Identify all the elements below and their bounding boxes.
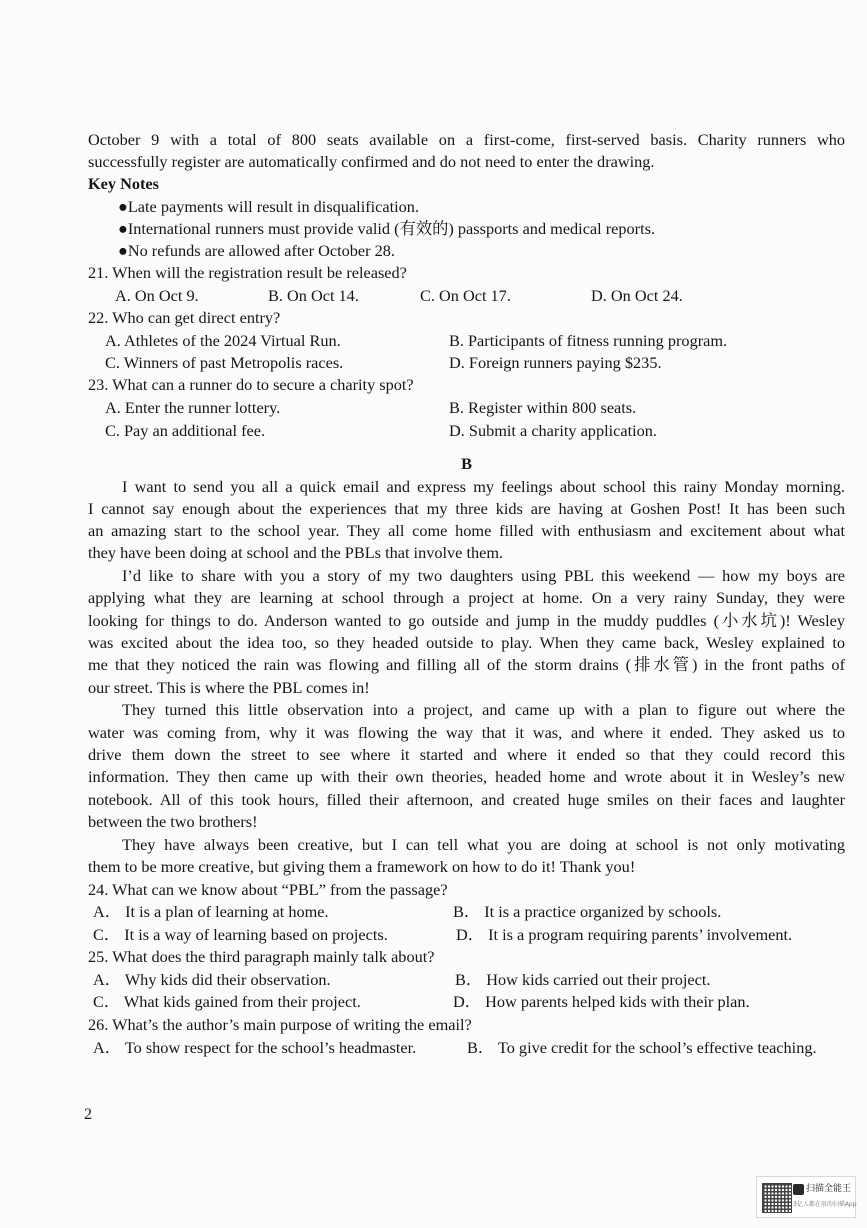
scanner-stamp bbox=[756, 1176, 856, 1218]
option-23d[interactable]: D. Submit a charity application. bbox=[449, 421, 657, 440]
passage-line: was excited about the idea too, so they headed outside to play. When they came back, Wesley explained to bbox=[88, 633, 845, 652]
passage-line: looking for things to do. Anderson wanted to go outside and jump in the muddy puddles (小水坑)! Wesley bbox=[88, 611, 845, 630]
key-note-item: ●No refunds are allowed after October 28. bbox=[118, 241, 396, 260]
option-26b[interactable]: B． To give credit for the school’s effective teaching. bbox=[467, 1038, 817, 1057]
option-25c[interactable]: C． What kids gained from their project. bbox=[93, 992, 361, 1011]
question-22: 22. Who can get direct entry? bbox=[88, 308, 281, 327]
key-note-item: ●International runners must provide valid (有效的) passports and medical reports. bbox=[118, 219, 656, 238]
passage-line: applying what they are learning at school through a project at home. On a very rainy Sunday, they were bbox=[88, 588, 845, 607]
option-24a[interactable]: A． It is a plan of learning at home. bbox=[93, 902, 329, 921]
intro-line: successfully register are automatically confirmed and do not need to enter the drawing. bbox=[88, 152, 655, 171]
option-21b[interactable]: B. On Oct 14. bbox=[268, 286, 359, 305]
key-notes-heading: Key Notes bbox=[88, 174, 159, 193]
passage-line: our street. This is where the PBL comes in! bbox=[88, 678, 370, 697]
question-21: 21. When will the registration result be released? bbox=[88, 263, 407, 282]
option-25b[interactable]: B． How kids carried out their project. bbox=[455, 970, 711, 989]
question-26: 26. What’s the author’s main purpose of writing the email? bbox=[88, 1015, 472, 1034]
passage-line: me that they noticed the rain was flowing and filling all of the storm drains (排水管) in the front paths of bbox=[88, 655, 845, 674]
question-25: 25. What does the third paragraph mainly talk about? bbox=[88, 947, 435, 966]
option-21a[interactable]: A. On Oct 9. bbox=[115, 286, 199, 305]
option-22b[interactable]: B. Participants of fitness running program. bbox=[449, 331, 728, 350]
scanner-tagline: 3亿人都在用的扫描App bbox=[793, 1201, 857, 1208]
passage-line: They have always been creative, but I can tell what you are doing at school is not only motivating bbox=[122, 835, 845, 854]
option-26a[interactable]: A． To show respect for the school’s headmaster. bbox=[93, 1038, 417, 1057]
passage-line: them to be more creative, but giving them a framework on how to do it! Thank you! bbox=[88, 857, 636, 876]
question-24: 24. What can we know about “PBL” from the passage? bbox=[88, 880, 448, 899]
passage-line: They turned this little observation into a project, and came up with a plan to figure out where the bbox=[122, 700, 845, 719]
scanner-brand: 扫描全能王 bbox=[806, 1184, 852, 1194]
passage-line: information. They then came up with their own theories, headed home and wrote about it in Wesley’s new bbox=[88, 767, 845, 786]
page-number: 2 bbox=[84, 1106, 92, 1123]
option-22d[interactable]: D. Foreign runners paying $235. bbox=[449, 353, 662, 372]
passage-line: drive them down the street to see where it started and where it ended so that they could record this bbox=[88, 745, 845, 764]
section-b-title: B bbox=[461, 454, 472, 473]
option-24d[interactable]: D． It is a program requiring parents’ involvement. bbox=[456, 925, 793, 944]
option-22a[interactable]: A. Athletes of the 2024 Virtual Run. bbox=[105, 331, 341, 350]
passage-line: notebook. All of this took hours, filled their afternoon, and created huge smiles on their faces and laughter bbox=[88, 790, 845, 809]
passage-line: I want to send you all a quick email and express my feelings about school this rainy Monday morning. bbox=[122, 477, 845, 496]
passage-line: they have been doing at school and the PBLs that involve them. bbox=[88, 543, 504, 562]
option-24b[interactable]: B． It is a practice organized by schools. bbox=[453, 902, 722, 921]
option-25a[interactable]: A． Why kids did their observation. bbox=[93, 970, 331, 989]
option-24c[interactable]: C． It is a way of learning based on projects. bbox=[93, 925, 388, 944]
option-23c[interactable]: C. Pay an additional fee. bbox=[105, 421, 266, 440]
option-25d[interactable]: D． How parents helped kids with their plan. bbox=[453, 992, 750, 1011]
passage-line: water was coming from, why it was flowing the way that it was, and where it ended. They asked us to bbox=[88, 723, 845, 742]
question-23: 23. What can a runner do to secure a charity spot? bbox=[88, 375, 414, 394]
scanner-logo-icon bbox=[793, 1184, 804, 1195]
passage-line: I cannot say enough about the experiences that my three kids are having at Goshen Post! It has been such bbox=[88, 499, 845, 518]
passage-line: an amazing start to the school year. They all come home filled with enthusiasm and excitement about what bbox=[88, 521, 845, 540]
key-note-item: ●Late payments will result in disqualification. bbox=[118, 197, 420, 216]
passage-line: I’d like to share with you a story of my two daughters using PBL this weekend — how my boys are bbox=[122, 566, 845, 585]
intro-line: October 9 with a total of 800 seats available on a first-come, first-served basis. Charity runners who bbox=[88, 130, 845, 149]
option-23a[interactable]: A. Enter the runner lottery. bbox=[105, 398, 281, 417]
option-21c[interactable]: C. On Oct 17. bbox=[420, 286, 511, 305]
option-22c[interactable]: C. Winners of past Metropolis races. bbox=[105, 353, 344, 372]
qr-code-icon bbox=[762, 1183, 792, 1213]
option-23b[interactable]: B. Register within 800 seats. bbox=[449, 398, 637, 417]
passage-line: between the two brothers! bbox=[88, 812, 258, 831]
option-21d[interactable]: D. On Oct 24. bbox=[591, 286, 683, 305]
